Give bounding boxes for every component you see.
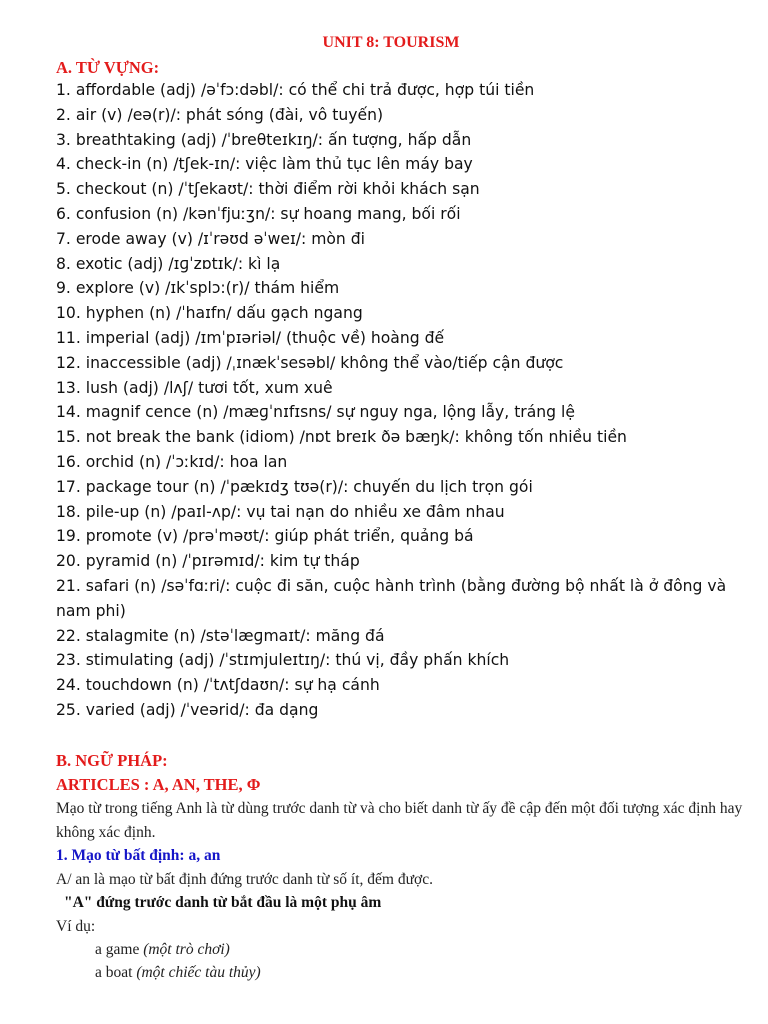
vocab-item: 20. pyramid (n) /ˈpɪrəmɪd/: kim tự tháp — [56, 552, 360, 571]
vocab-item: 8. exotic (adj) /ɪɡˈzɒtɪk/: kì lạ — [56, 254, 281, 273]
vocab-item: 24. touchdown (n) /ˈtʌtʃdaʊn/: sự hạ cánh — [56, 676, 380, 695]
vocab-item: 11. imperial (adj) /ɪmˈpɪəriəl/ (thuộc về) hoàng đế — [56, 328, 445, 347]
vocab-item: 6. confusion (n) /kənˈfjuːʒn/: sự hoang mang, bối rối — [56, 204, 461, 223]
vocab-item: 17. package tour (n) /ˈpækɪdʒ tʊə(r)/: chuyến du lịch trọn gói — [56, 477, 533, 496]
subheading-indefinite-articles: 1. Mạo từ bất định: a, an — [56, 847, 221, 864]
vocab-item: 22. stalagmite (n) /stəˈlæɡmaɪt/: măng đá — [56, 626, 385, 645]
vocab-item: 16. orchid (n) /ˈɔːkɪd/: hoa lan — [56, 452, 288, 471]
example-meaning: (một chiếc tàu thủy) — [136, 964, 261, 981]
vocab-item: 1. affordable (adj) /əˈfɔ:dəbl/: có thể chi trả được, hợp túi tiền — [56, 81, 535, 99]
vocab-item: 25. varied (adj) /ˈveərid/: đa dạng — [56, 700, 319, 719]
vocab-item: 3. breathtaking (adj) /ˈbreθteɪkɪŋ/: ấn tượng, hấp dẫn — [56, 130, 472, 149]
vocab-item: 15. not break the bank (idiom) /nɒt breɪk ðə bæŋk/: không tốn nhiều tiền — [56, 428, 627, 447]
rule-a-consonant: "A" đứng trước danh từ bắt đầu là một phụ âm — [64, 894, 382, 911]
vocab-list — [56, 78, 756, 723]
vocab-item: 5. checkout (n) /ˈtʃekaʊt/: thời điểm rời khỏi khách sạn — [56, 180, 480, 199]
intro-paragraph: Mạo từ trong tiếng Anh là từ dùng trước danh từ và cho biết danh từ ấy đề cập đến một đối tượng xác định hay không xác định. — [56, 800, 743, 841]
section-b-heading: B. NGỮ PHÁP: — [56, 751, 168, 770]
unit-title: UNIT 8: TOURISM — [322, 34, 460, 51]
vocab-item: 21. safari (n) /səˈfɑːri/: cuộc đi săn, cuộc hành trình (bằng đường bộ nhất là ở đông và nam phi) — [56, 576, 727, 620]
vocab-item: 13. lush (adj) /lʌʃ/ tươi tốt, xum xuê — [56, 378, 333, 397]
example-label: Ví dụ: — [56, 918, 96, 935]
vocab-item: 2. air (v) /eə(r)/: phát sóng (đài, vô tuyến) — [56, 105, 384, 124]
vocab-item: 12. inaccessible (adj) /ˌɪnækˈsesəbl/ không thể vào/tiếp cận được — [56, 353, 564, 372]
vocab-item: 14. magnif cence (n) /mæɡˈnɪfɪsns/ sự nguy nga, lộng lẫy, tráng lệ — [56, 403, 575, 422]
example-item — [95, 941, 230, 959]
vocab-item: 18. pile-up (n) /paɪl-ʌp/: vụ tai nạn do nhiều xe đâm nhau — [56, 502, 505, 521]
example-meaning: (một trò chơi) — [143, 941, 230, 958]
vocab-item: 23. stimulating (adj) /ˈstɪmjuleɪtɪŋ/: thú vị, đầy phấn khích — [56, 651, 510, 670]
vocab-item: 19. promote (v) /prəˈməʊt/: giúp phát triển, quảng bá — [56, 527, 474, 546]
articles-heading: ARTICLES : A, AN, THE, Φ — [56, 775, 261, 794]
example-word: a boat — [95, 964, 133, 981]
section-a-heading: A. TỪ VỰNG: — [56, 58, 160, 77]
vocab-item: 9. explore (v) /ɪkˈsplɔ:(r)/ thám hiểm — [56, 279, 340, 298]
vocab-item: 7. erode away (v) /ɪˈrəʊd əˈweɪ/: mòn đi — [56, 229, 366, 248]
vocab-item: 10. hyphen (n) /ˈhaɪfn/ dấu gạch ngang — [56, 304, 363, 323]
example-word: a game — [95, 941, 140, 958]
vocab-item: 4. check-in (n) /tʃek-ɪn/: việc làm thủ tục lên máy bay — [56, 155, 473, 174]
indefinite-article-description: A/ an là mạo từ bất định đứng trước danh từ số ít, đếm được. — [56, 871, 433, 888]
example-item — [95, 964, 261, 982]
